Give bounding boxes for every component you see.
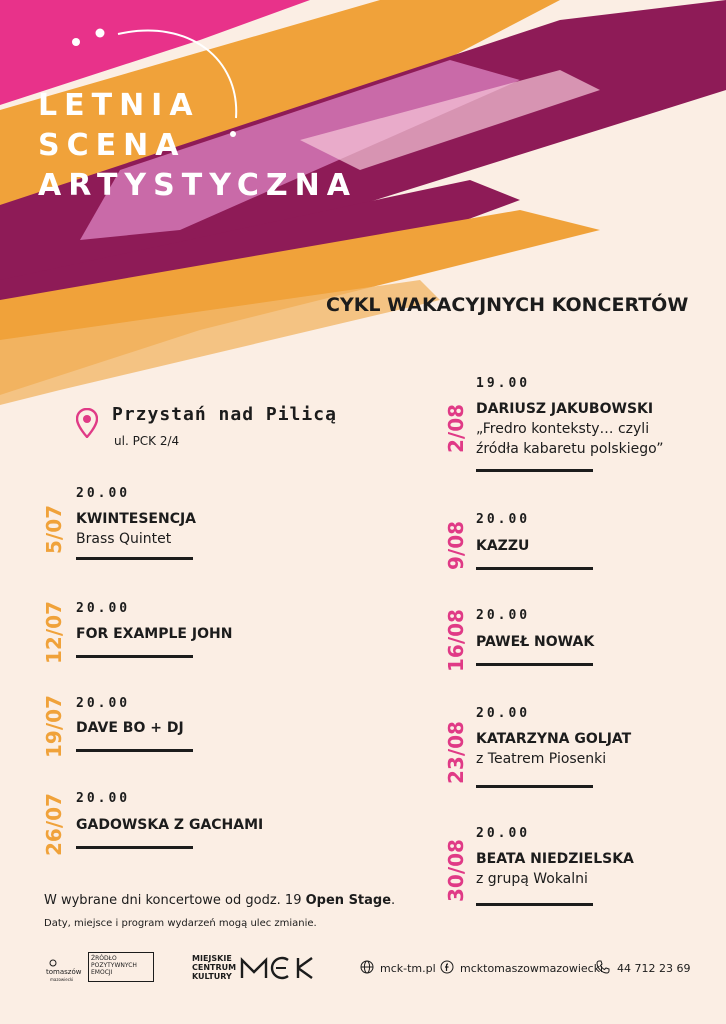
event-time: 20.00 (76, 696, 131, 711)
event-subtitle: z grupą Wokalni (476, 871, 588, 887)
mck-logo-mark (240, 956, 324, 980)
facebook-icon (440, 960, 454, 974)
event-date: 9/08 (444, 520, 468, 570)
divider (76, 655, 193, 658)
event-time: 20.00 (476, 706, 531, 721)
event-date: 23/08 (444, 721, 468, 784)
positive-emotions-logo (88, 952, 154, 982)
event-date: 2/08 (444, 403, 468, 453)
event-subtitle: „Fredro konteksty… czyli (476, 421, 650, 437)
event-name: DARIUSZ JAKUBOWSKI (476, 401, 654, 417)
poster-title (38, 86, 357, 206)
event-date: 30/08 (444, 839, 468, 902)
logo-line: ŹRÓDŁO (91, 955, 117, 962)
mck-line: KULTURY (192, 972, 232, 981)
disclaimer: Daty, miejsce i program wydarzeń mogą ulec zmianie. (44, 918, 317, 929)
event-time: 19.00 (476, 376, 531, 391)
globe-icon (360, 960, 374, 974)
event-time: 20.00 (76, 791, 131, 806)
phone-icon (596, 960, 610, 974)
event-date: 12/07 (42, 601, 66, 664)
svg-text:mazowiecki: mazowiecki (50, 977, 74, 982)
event-name: BEATA NIEDZIELSKA (476, 851, 634, 867)
title-line: ARTYSTYCZNA (38, 168, 357, 203)
facebook-link[interactable]: mcktomaszowmazowiecki (460, 962, 604, 975)
mck-logo-text (192, 954, 236, 981)
logo-line: POZYTYWNYCH (91, 962, 137, 969)
event-subtitle: źródła kabaretu polskiego” (476, 441, 664, 457)
divider (476, 567, 593, 570)
divider (76, 557, 193, 560)
event-time: 20.00 (476, 608, 531, 623)
website-link[interactable]: mck-tm.pl (380, 962, 436, 975)
tomaszow-logo (44, 956, 84, 986)
event-date: 16/08 (444, 609, 468, 672)
event-subtitle: z Teatrem Piosenki (476, 751, 607, 767)
footer (0, 944, 726, 1004)
location-pin-icon (76, 408, 98, 438)
open-stage-bold: Open Stage (305, 893, 392, 908)
divider (476, 903, 593, 906)
event-date: 5/07 (42, 504, 66, 554)
divider (76, 749, 193, 752)
open-stage-note (44, 893, 395, 908)
title-line: LETNIA (38, 88, 200, 123)
event-date: 19/07 (42, 695, 66, 758)
event-name: KWINTESENCJA (76, 511, 197, 527)
phone-number[interactable]: 44 712 23 69 (617, 962, 691, 975)
event-name: KATARZYNA GOLJAT (476, 731, 632, 747)
logo-line: EMOCJI (91, 969, 113, 976)
event-time: 20.00 (76, 486, 131, 501)
event-subtitle: Brass Quintet (76, 531, 172, 547)
event-date: 26/07 (42, 793, 66, 856)
divider (476, 785, 593, 788)
event-name: PAWEŁ NOWAK (476, 634, 595, 650)
svg-text:tomaszów: tomaszów (46, 968, 82, 976)
divider (476, 663, 593, 666)
event-time: 20.00 (76, 601, 131, 616)
venue-name: Przystań nad Pilicą (112, 404, 337, 425)
brush-strokes-art (0, 0, 726, 420)
divider (76, 846, 193, 849)
mck-line: CENTRUM (192, 963, 237, 972)
event-name: GADOWSKA Z GACHAMI (76, 817, 264, 833)
event-time: 20.00 (476, 512, 531, 527)
event-name: FOR EXAMPLE JOHN (76, 626, 233, 642)
event-time: 20.00 (476, 826, 531, 841)
open-stage-prefix: W wybrane dni koncertowe od godz. 19 (44, 893, 306, 908)
open-stage-suffix: . (391, 893, 396, 908)
mck-line: MIEJSKIE (192, 954, 232, 963)
event-name: KAZZU (476, 538, 530, 554)
series-subtitle: CYKL WAKACYJNYCH KONCERTÓW (326, 294, 689, 316)
tomaszow-mark-icon (44, 956, 84, 984)
divider (476, 469, 593, 472)
event-name: DAVE BO + DJ (76, 720, 184, 736)
venue-address: ul. PCK 2/4 (114, 434, 180, 448)
title-line: SCENA (38, 128, 186, 163)
